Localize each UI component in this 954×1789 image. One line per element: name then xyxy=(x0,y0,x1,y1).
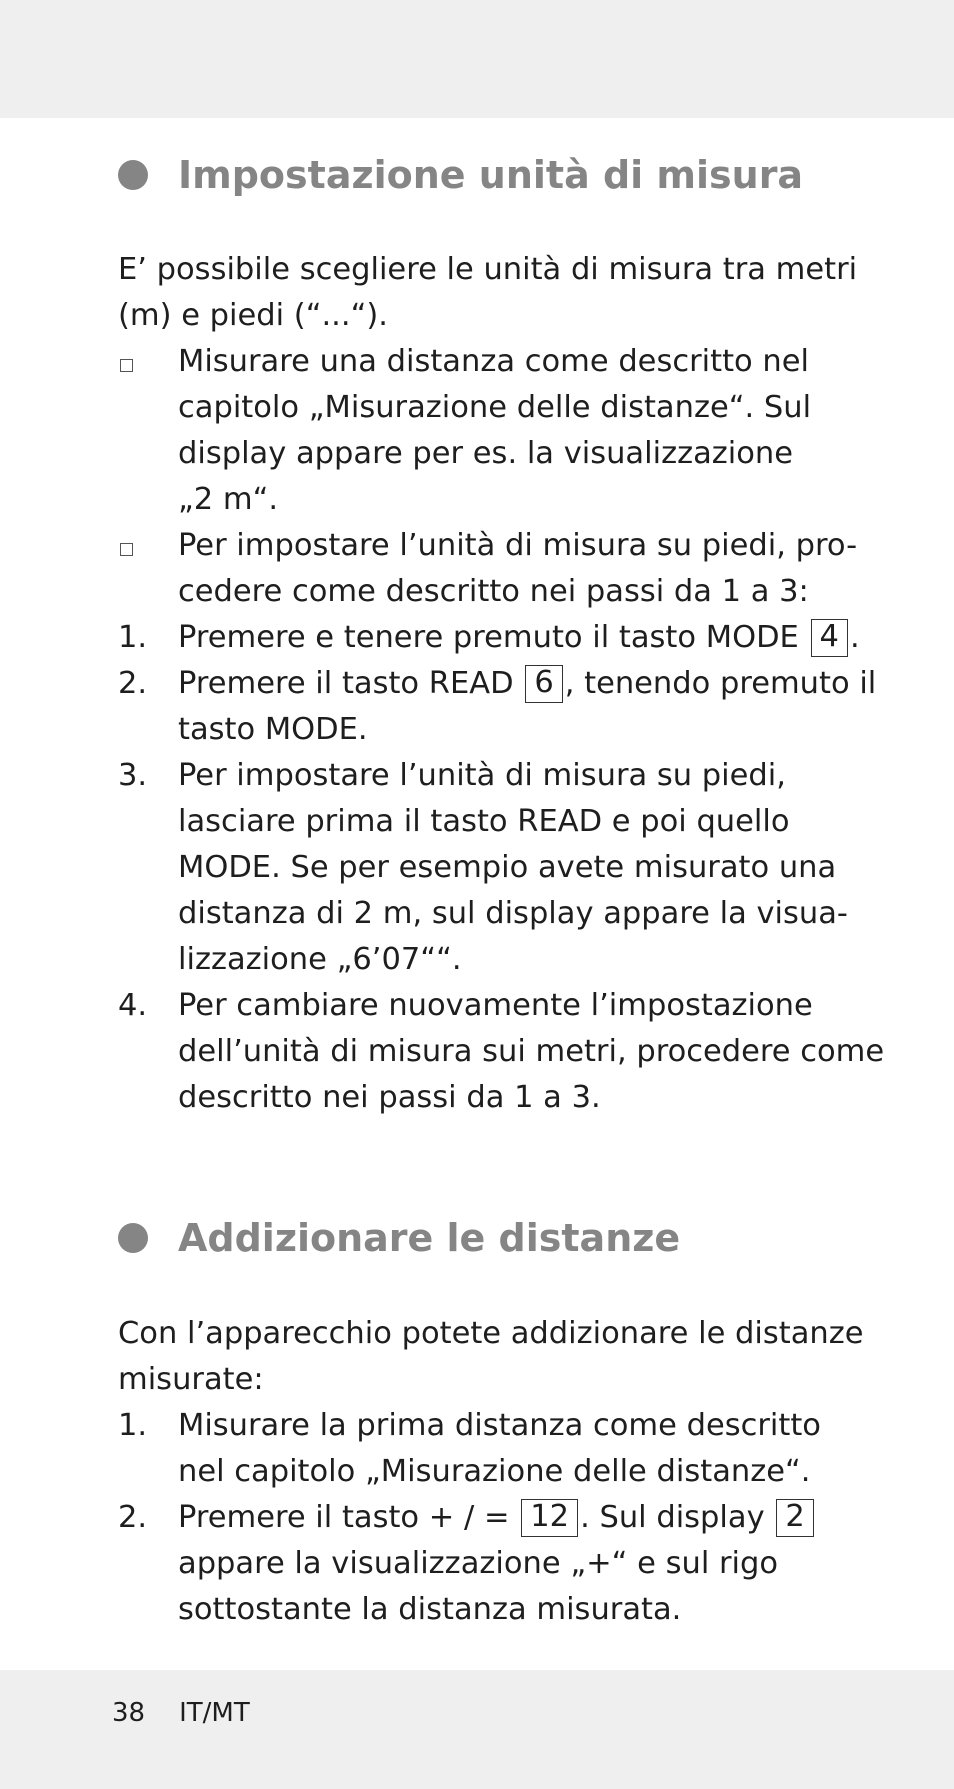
text-line: Misurare una distanza come descritto nel xyxy=(178,344,809,379)
text-segment: Premere e tenere premuto il tasto MODE xyxy=(178,620,809,655)
text-segment: . xyxy=(849,620,860,655)
intro-line: misurate: xyxy=(118,1362,264,1397)
intro-line: E’ possibile scegliere le unità di misura tra metri xyxy=(118,252,858,287)
text-line xyxy=(178,1495,838,1541)
top-band xyxy=(0,0,954,118)
step-number: 4. xyxy=(118,988,148,1023)
text-segment: , tenendo premuto il xyxy=(564,666,877,701)
checkbox-square-icon xyxy=(120,543,133,556)
bullet-dot-icon xyxy=(118,160,148,190)
step-number: 2. xyxy=(118,1500,148,1535)
language-code: IT/MT xyxy=(179,1698,250,1728)
text-line: display appare per es. la visualizzazione xyxy=(178,436,794,471)
checkbox-square-icon xyxy=(120,359,133,372)
intro-line: Con l’apparecchio potete addizionare le distanze xyxy=(118,1316,864,1351)
text-line xyxy=(178,661,877,707)
key-reference: 4 xyxy=(811,619,848,657)
step-number: 1. xyxy=(118,1408,148,1443)
section-heading-units xyxy=(118,153,803,197)
text-line: lizzazione „6’07““. xyxy=(178,942,462,977)
step-item xyxy=(118,615,860,661)
section2-body xyxy=(118,1311,864,1633)
key-reference: 2 xyxy=(776,1499,813,1537)
step-item xyxy=(118,661,877,753)
text-line: tasto MODE. xyxy=(178,712,368,747)
step-number: 2. xyxy=(118,666,148,701)
heading-text: Impostazione unità di misura xyxy=(178,153,804,197)
bottom-band xyxy=(0,1670,954,1789)
text-line: descritto nei passi da 1 a 3. xyxy=(178,1080,601,1115)
step-number: 1. xyxy=(118,620,148,655)
text-line: Per cambiare nuovamente l’impostazione xyxy=(178,988,813,1023)
text-line: Per impostare l’unità di misura su piedi, pro- xyxy=(178,528,858,563)
text-line: dell’unità di misura sui metri, procedere come xyxy=(178,1034,885,1069)
text-line xyxy=(178,615,860,661)
text-segment: Premere il tasto READ xyxy=(178,666,524,701)
text-line: Per impostare l’unità di misura su piedi, xyxy=(178,758,786,793)
text-line: sottostante la distanza misurata. xyxy=(178,1592,682,1627)
key-reference: 6 xyxy=(525,665,562,703)
section1-body xyxy=(118,247,885,1121)
step-item xyxy=(118,1403,838,1495)
text-segment: Premere il tasto + / = xyxy=(178,1500,520,1535)
step-item xyxy=(118,1495,838,1633)
intro-line: (m) e piedi (“...“). xyxy=(118,298,388,333)
step-number: 3. xyxy=(118,758,148,793)
key-reference: 12 xyxy=(521,1499,578,1537)
page-footer xyxy=(112,1698,250,1728)
text-line: appare la visualizzazione „+“ e sul rigo xyxy=(178,1546,779,1581)
text-line: nel capitolo „Misurazione delle distanze“. xyxy=(178,1454,811,1489)
step-item xyxy=(118,753,848,983)
text-line: lasciare prima il tasto READ e poi quello xyxy=(178,804,790,839)
text-line: capitolo „Misurazione delle distanze“. Sul xyxy=(178,390,812,425)
heading-text: Addizionare le distanze xyxy=(178,1216,681,1260)
step-item xyxy=(118,983,885,1121)
text-line: cedere come descritto nei passi da 1 a 3: xyxy=(178,574,809,609)
bullet-item xyxy=(118,523,858,615)
text-line: MODE. Se per esempio avete misurato una xyxy=(178,850,837,885)
bullet-dot-icon xyxy=(118,1223,148,1253)
section-heading-add-distances xyxy=(118,1216,680,1260)
text-line: distanza di 2 m, sul display appare la visua- xyxy=(178,896,848,931)
text-line: „2 m“. xyxy=(178,482,279,517)
text-segment: . Sul display xyxy=(580,1500,775,1535)
page-number: 38 xyxy=(112,1698,146,1728)
bullet-item xyxy=(118,339,838,523)
text-line: Misurare la prima distanza come descritto xyxy=(178,1408,821,1443)
